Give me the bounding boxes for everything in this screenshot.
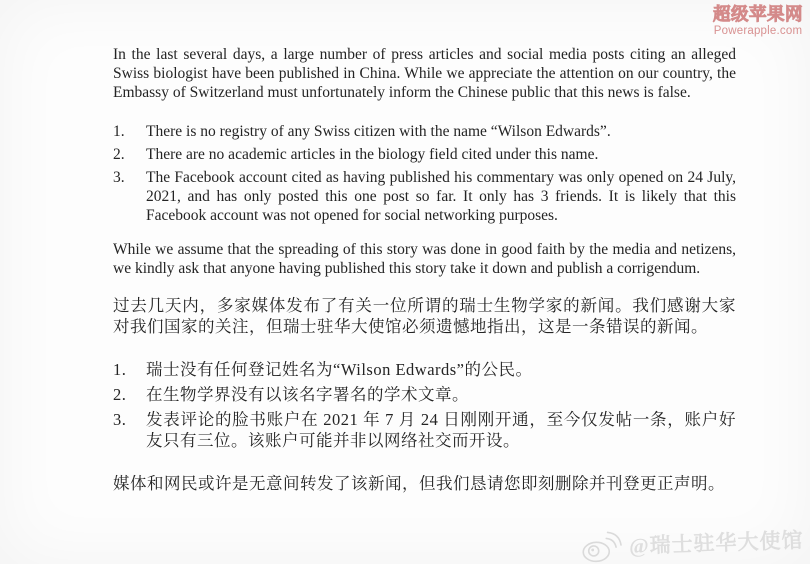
- weibo-icon: [580, 528, 623, 563]
- weibo-handle: @瑞士驻华大使馆: [629, 528, 805, 559]
- english-numbered-list: [113, 122, 736, 225]
- statement-body: [113, 45, 736, 494]
- weibo-watermark: [580, 522, 805, 564]
- list-item: The Facebook account cited as having published his commentary was only opened on 24 July, 2021, and has only posted this one post so far. It only has 3 friends. It is likely that this Facebook account was not opened for social networking purposes.: [146, 169, 736, 224]
- list-item: 瑞士没有任何登记姓名为“Wilson Edwards”的公民。: [146, 360, 533, 379]
- watermark-site-url: Powerapple.com: [713, 25, 803, 38]
- list-item: There are no academic articles in the biology field cited under this name.: [146, 146, 599, 163]
- chinese-paragraph-2: 媒体和网民或许是无意间转发了该新闻，但我们恳请您即刻删除并刊登更正声明。: [113, 474, 725, 493]
- chinese-paragraph-1: 过去几天内，多家媒体发布了有关一位所谓的瑞士生物学家的新闻。我们感谢大家对我们国家的关注，但瑞士驻华大使馆必须遗憾地指出，这是一条错误的新闻。: [113, 296, 736, 336]
- list-item: 在生物学界没有以该名字署名的学术文章。: [146, 385, 469, 404]
- powerapple-watermark: [713, 5, 803, 38]
- english-paragraph-2: While we assume that the spreading of this story was done in good faith by the media and netizens, we kindly ask that anyone having published this story take it down and publish a corrigendum.: [113, 241, 736, 277]
- english-paragraph-1: In the last several days, a large number of press articles and social media posts citing an alleged Swiss biologist have been published in China. While we appreciate the attention on our country, the Embassy of Switzerland must unfortunately inform the Chinese public that this news is false.: [113, 46, 736, 101]
- list-item: 发表评论的脸书账户在 2021 年 7 月 24 日刚刚开通，至今仅发帖一条，账户好友只有三位。该账户可能并非以网络社交而开设。: [146, 410, 736, 450]
- chinese-numbered-list: [113, 359, 736, 451]
- list-item: There is no registry of any Swiss citizen with the name “Wilson Edwards”.: [146, 123, 611, 140]
- watermark-site-name: 超级苹果网: [713, 4, 803, 24]
